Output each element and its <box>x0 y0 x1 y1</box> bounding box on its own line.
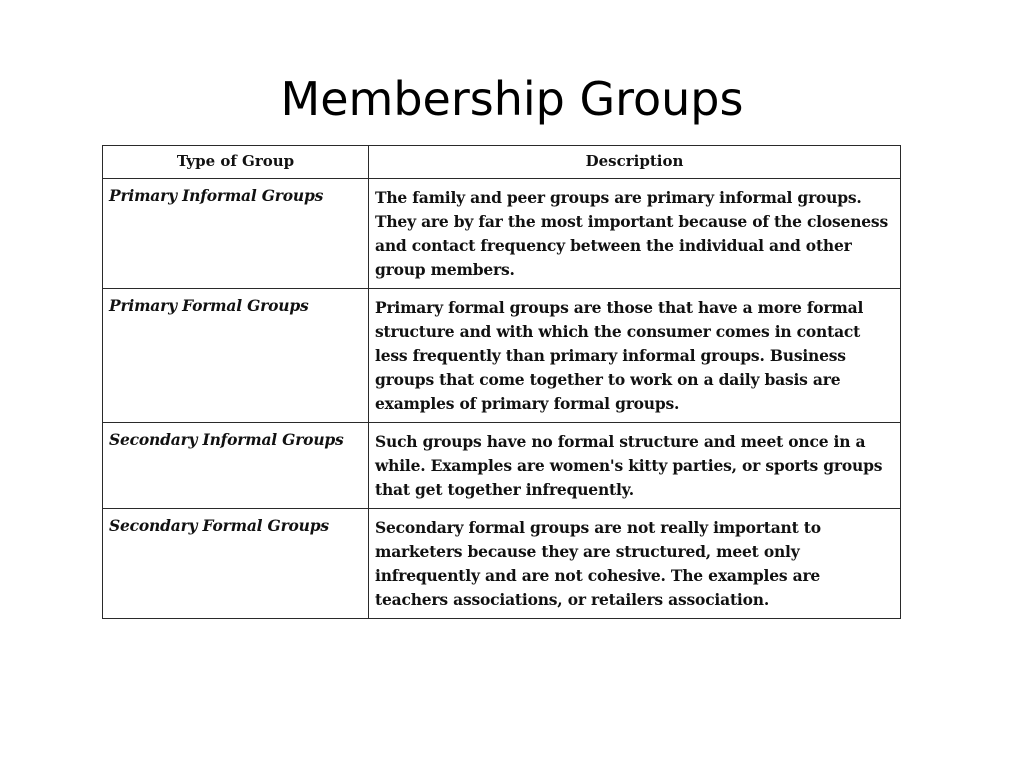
header-type-of-group: Type of Group <box>103 146 369 179</box>
table-row <box>103 423 901 509</box>
group-type-cell: Secondary Informal Groups <box>103 423 369 509</box>
group-type-cell: Primary Formal Groups <box>103 289 369 423</box>
group-type-cell: Secondary Formal Groups <box>103 509 369 619</box>
group-description-cell: Such groups have no formal structure and meet once in a while. Examples are women's kitty parties, or sports groups that get together infrequently. <box>369 423 901 509</box>
table-header-row <box>103 146 901 179</box>
group-description-cell: The family and peer groups are primary informal groups. They are by far the most important because of the closeness and contact frequency between the individual and other group members. <box>369 179 901 289</box>
table-row <box>103 289 901 423</box>
membership-groups-table <box>102 145 901 619</box>
group-type-cell: Primary Informal Groups <box>103 179 369 289</box>
table-row <box>103 179 901 289</box>
table-row <box>103 509 901 619</box>
membership-groups-table-container <box>102 145 900 619</box>
group-description-cell: Primary formal groups are those that have a more formal structure and with which the consumer comes in contact less frequently than primary informal groups. Business groups that come together to work on a daily basis are examples of primary formal groups. <box>369 289 901 423</box>
slide-title: Membership Groups <box>280 72 744 126</box>
header-description: Description <box>369 146 901 179</box>
group-description-cell: Secondary formal groups are not really important to marketers because they are structured, meet only infrequently and are not cohesive. The examples are teachers associations, or retailers association. <box>369 509 901 619</box>
